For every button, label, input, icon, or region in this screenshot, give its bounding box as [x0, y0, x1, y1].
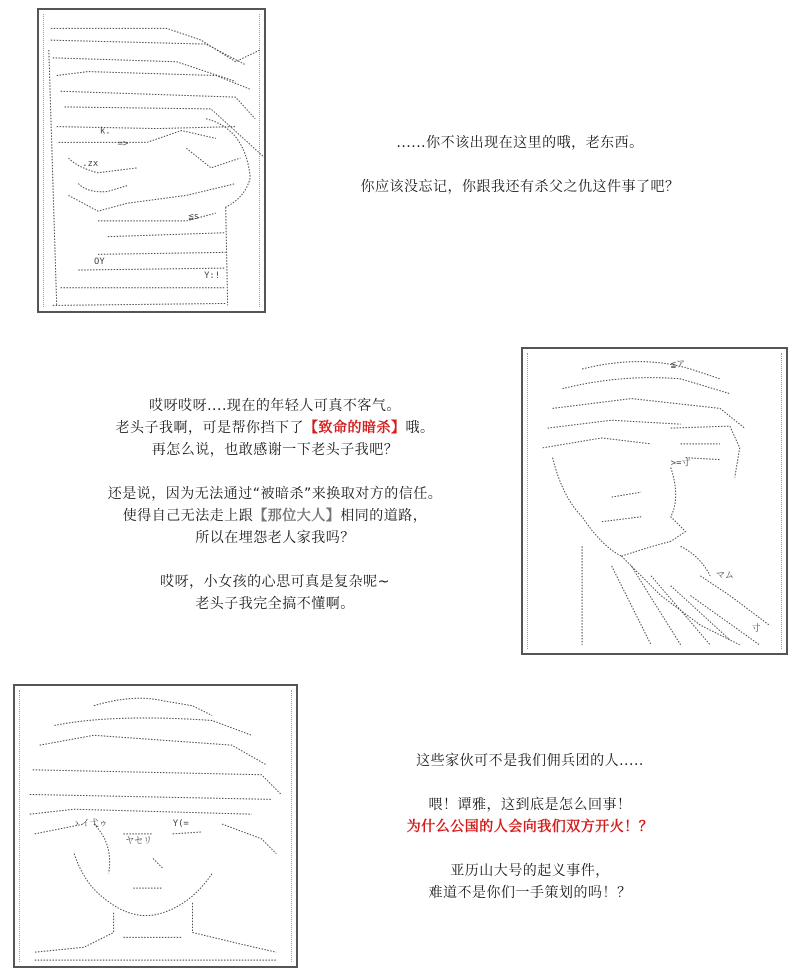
- dialogue-line: 喂！谭雅，这到底是怎么回事！: [428, 797, 632, 813]
- dialogue-line: 你应该没忘记，你跟我还有杀父之仇这件事了吧？: [360, 179, 680, 195]
- dialogue-line: 哎呀，小女孩的心思可真是复杂呢~: [160, 574, 390, 590]
- art-label: ヤセリ: [125, 836, 153, 847]
- dialogue-line: ......你不该出现在这里的哦，老东西。: [396, 135, 644, 151]
- art-label: =>: [117, 139, 129, 150]
- art-label: .zx: [82, 158, 99, 169]
- ascii-art-character-old-man: [523, 349, 786, 653]
- art-label: OY: [94, 257, 105, 268]
- art-label: ゝイ弋ゥ: [72, 819, 108, 829]
- dialogue-line: 再怎么说，也敢感谢一下老头子我吧？: [151, 442, 399, 458]
- dialogue-line: 哎呀哎呀....现在的年轻人可真不客气。: [149, 398, 401, 414]
- ascii-art-character-mercenary: [15, 686, 296, 966]
- dialogue-line-emphasis: 为什么公国的人会向我们双方开火！？: [406, 819, 654, 835]
- dialogue-line: 所以在埋怨老人家我吗？: [195, 530, 355, 546]
- emphasis-fatal-assassination: 【致命的暗杀】: [304, 420, 406, 436]
- art-label: マム: [716, 570, 734, 581]
- dialogue-line: 难道不是你们一手策划的吗！？: [428, 885, 632, 901]
- art-label: ≦ア: [670, 360, 685, 371]
- dialogue-line: 老头子我啊，可是帮你挡下了【致命的暗杀】哦。: [115, 420, 435, 436]
- art-panel-1: [37, 8, 266, 313]
- dialogue-2: [40, 395, 510, 615]
- art-label: 寸: [751, 624, 761, 635]
- art-panel-2: [521, 347, 788, 655]
- art-label: Y:!: [204, 270, 221, 281]
- dialogue-1: [300, 132, 740, 198]
- dialogue-line: 使得自己无法走上跟【那位大人】相同的道路，: [122, 508, 428, 524]
- dialogue-line: 这些家伙可不是我们佣兵团的人.....: [416, 753, 644, 769]
- art-label: Y(=: [172, 819, 189, 829]
- art-label: ≦s: [188, 211, 199, 222]
- dialogue-line: 亚历山大号的起义事件，: [450, 863, 610, 879]
- art-label: >=寸: [670, 458, 691, 469]
- dialogue-line: 还是说，因为无法通过“被暗杀”来换取对方的信任。: [107, 486, 443, 502]
- dialogue-3: [310, 750, 750, 904]
- art-panel-3: [13, 684, 298, 968]
- ascii-art-character-young: [39, 10, 264, 311]
- emphasis-that-person: 【那位大人】: [253, 508, 341, 524]
- dialogue-line: 老头子我完全搞不懂啊。: [195, 596, 355, 612]
- art-label: k.: [99, 126, 111, 137]
